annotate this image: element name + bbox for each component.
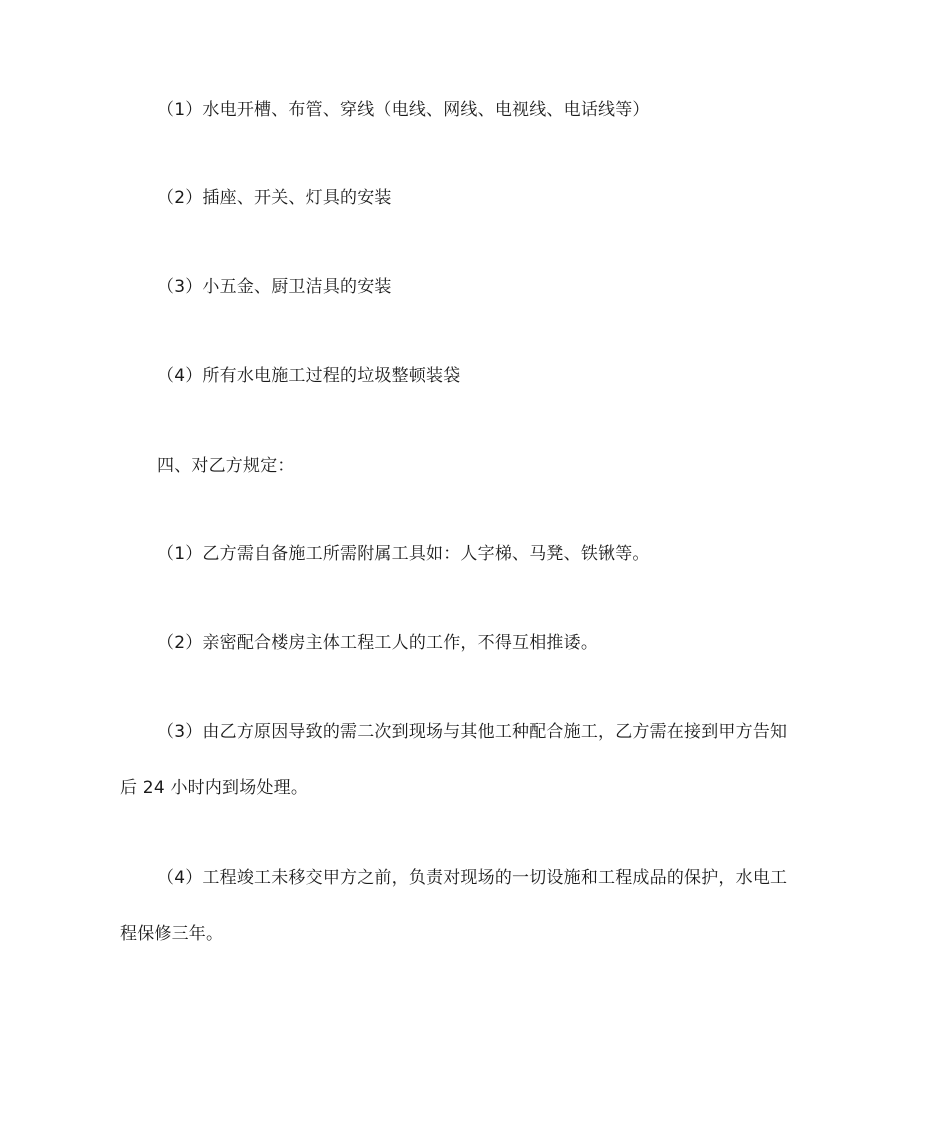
list-item-rule-3-continuation: 后 24 小时内到场处理。	[120, 778, 309, 798]
list-item-rule-2: （2）亲密配合楼房主体工程工人的工作，不得互相推诿。	[157, 633, 599, 653]
list-item-rule-4-continuation: 程保修三年。	[120, 924, 224, 944]
list-item-work-scope-3: （3）小五金、厨卫洁具的安装	[157, 277, 392, 297]
list-item-rule-1: （1）乙方需自备施工所需附属工具如：人字梯、马凳、铁锹等。	[157, 544, 650, 564]
list-item-work-scope-4: （4）所有水电施工过程的垃圾整顿装袋	[157, 366, 461, 386]
list-item-work-scope-2: （2）插座、开关、灯具的安装	[157, 188, 392, 208]
list-item-work-scope-1: （1）水电开槽、布管、穿线（电线、网线、电视线、电话线等）	[157, 100, 650, 120]
list-item-rule-3: （3）由乙方原因导致的需二次到现场与其他工种配合施工，乙方需在接到甲方告知	[157, 722, 788, 742]
section-heading-party-b-rules: 四、对乙方规定：	[157, 456, 295, 476]
list-item-rule-4: （4）工程竣工未移交甲方之前，负责对现场的一切设施和工程成品的保护，水电工	[157, 868, 788, 888]
